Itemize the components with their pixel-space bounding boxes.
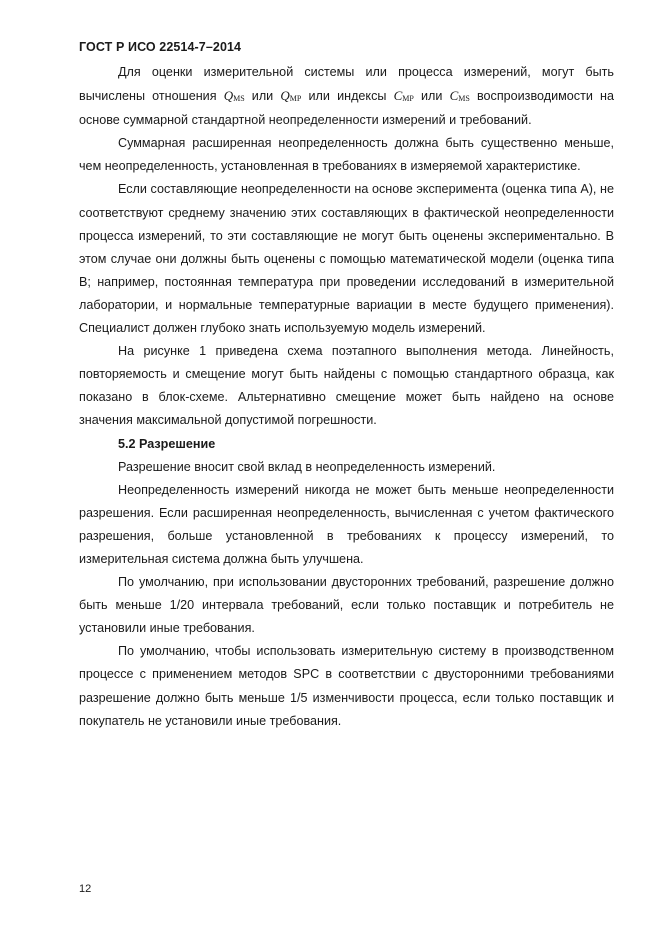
paragraph-ratios (79, 61, 614, 132)
paragraph-default-twosided: По умолчанию, при использовании двусторонних требований, разрешение должно быть меньше 1/20 интервала требований, если только поставщик и потребитель не установили иные требования. (79, 575, 614, 636)
text-fragment: воспроизводимости на основе суммарной стандартной неопределенности измерений и требований. (79, 89, 614, 128)
paragraph-resolution-contribution: Разрешение вносит свой вклад в неопределенность измерений. (118, 459, 496, 474)
symbol-q-mp: $Q_{MP}$ (280, 88, 302, 104)
section-heading-resolution: 5.2 Разрешение (118, 436, 216, 451)
paragraph-default-spc: По умолчанию, чтобы использовать измерительную систему в производственном процессе с применением методов SPC в соответствии с двусторонними требованиями разрешение должно быть меньше 1/5 изменчивости процесса, если только поставщик и покупатель не установили иные требования. (79, 644, 614, 728)
text-fragment: или (413, 89, 450, 104)
paragraph-figure-reference: На рисунке 1 приведена схема поэтапного выполнения метода. Линейность, повторяемость и смещение могут быть найдены с помощью стандартного образца, как показано в блок-схеме. Альтернативно смещение может быть найдено на основе значения максимальной допустимой погрешности. (79, 344, 614, 428)
paragraph-resolution-limit: Неопределенность измерений никогда не может быть меньше неопределенности разрешения. Если расширенная неопределенность, вычисленная с учетом фактического разрешения, больше установленной в требованиях к процессу измерений, то измерительная система должна быть улучшена. (79, 482, 614, 566)
text-fragment: или (244, 89, 281, 104)
page-number: 12 (79, 883, 92, 895)
symbol-c-ms: $C_{MS}$ (449, 88, 470, 104)
symbol-q-ms: $Q_{MS}$ (223, 88, 245, 104)
paragraph-uncertainty-components: Если составляющие неопределенности на основе эксперимента (оценка типа А), не соответствуют среднему значению этих составляющих в фактической неопределенности процесса измерений, то эти составляющие не могут быть оценены экспериментально. В этом случае они должны быть оценены с помощью математической модели (оценка типа В; например, постоянная температура при проведении исследований в измерительной лаборатории, и нормальные температурные вариации в месте будущего применения). Специалист должен глубоко знать используемую модель измерений. (79, 182, 614, 336)
symbol-c-mp: $C_{MP}$ (393, 88, 414, 104)
document-body (79, 61, 614, 733)
text-fragment: или индексы (301, 89, 394, 104)
paragraph-uncertainty-comparison: Суммарная расширенная неопределенность должна быть существенно меньше, чем неопределенность, установленная в требованиях в измеряемой характеристике. (79, 136, 614, 174)
text-fragment: Для оценки измерительной системы или процесса измерений, могут быть вычислены отношения (79, 65, 614, 104)
document-header: ГОСТ Р ИСО 22514-7–2014 (79, 40, 242, 54)
